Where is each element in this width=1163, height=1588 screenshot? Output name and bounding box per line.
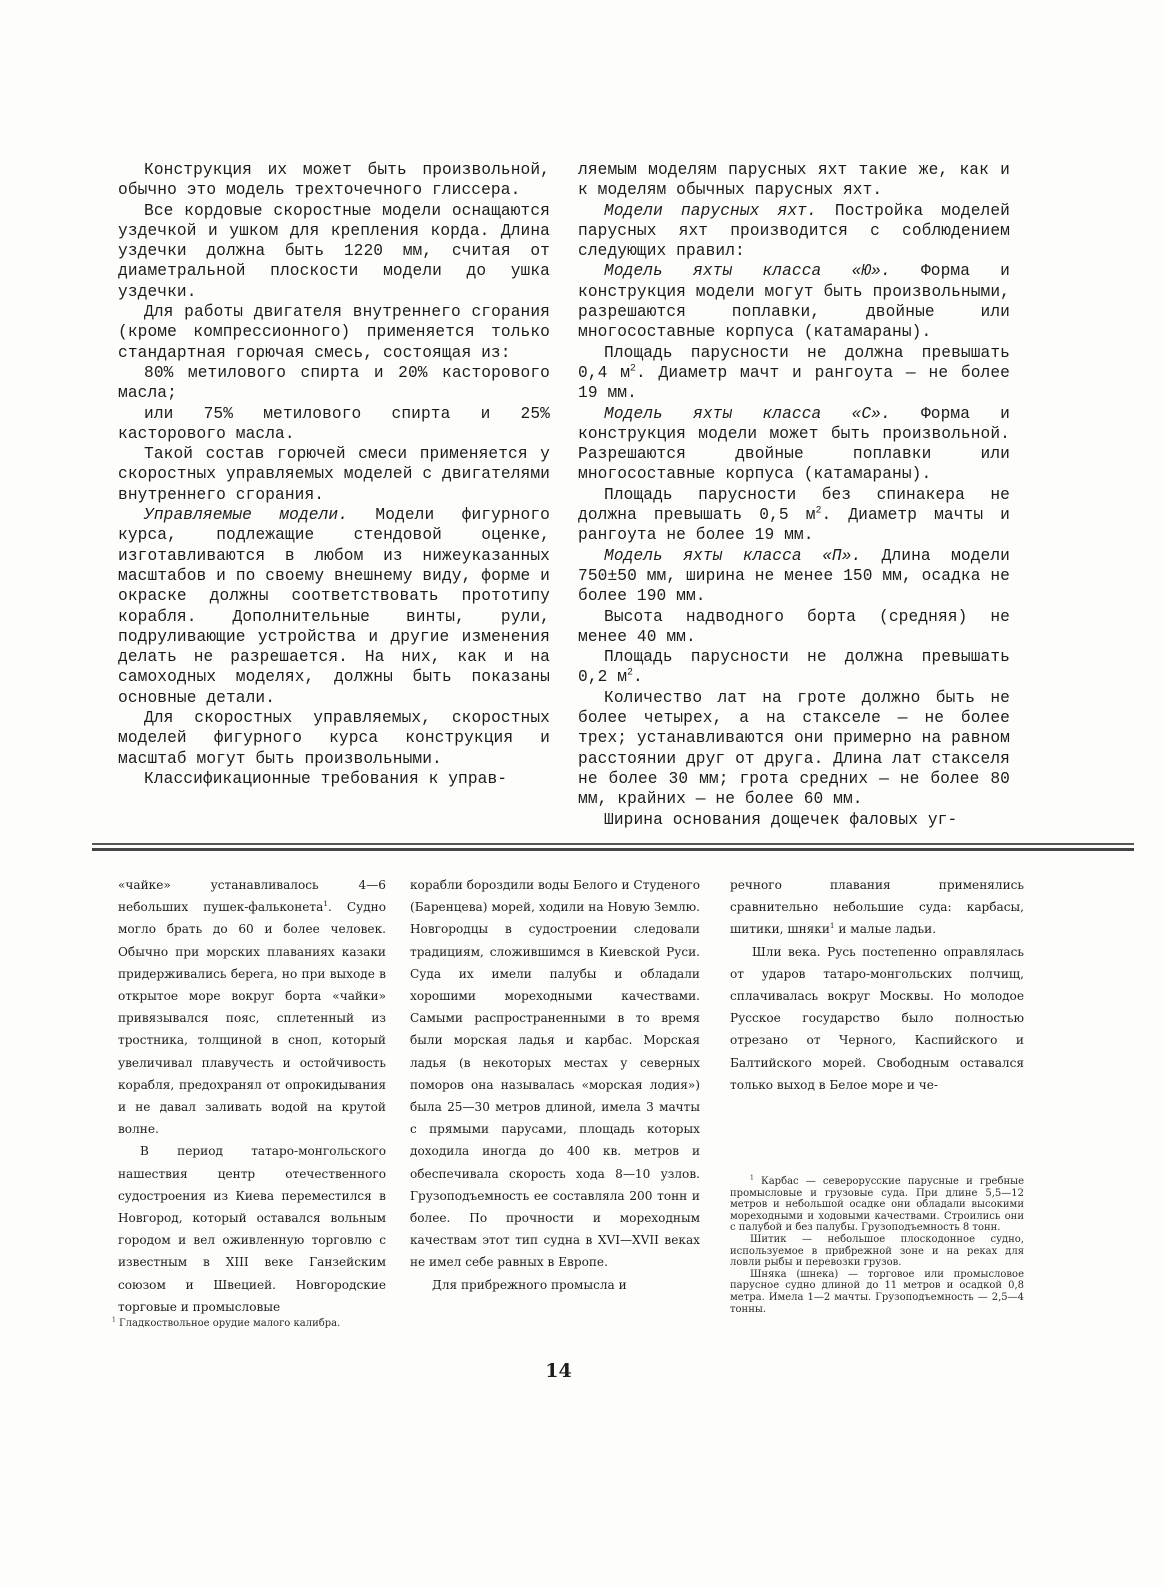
footnote (92, 1318, 388, 1330)
paragraph: 80% метилового спирта и 20% касторового масла; (118, 363, 550, 403)
paragraph-text: . Диаметр мачт и рангоута — не более 19 мм. (578, 363, 1010, 403)
paragraph: Количество лат на гроте должно быть не более четырех, а на стакселе — не более трех; устанавливаются они примерно на равном расстоянии друг от друга. Длина лат стакселя не более 30 мм; грота средних — не более 80 мм, крайних — не более 60 мм. (578, 688, 1010, 809)
paragraph (118, 874, 386, 1140)
paragraph-text: и малые ладьи. (834, 922, 937, 937)
upper-left-column (118, 160, 550, 789)
section-heading: Модель яхты класса «С». (604, 404, 891, 423)
paragraph-text: Форма и конструкция модели могут быть произвольными, разрешаются поплавки, двойные или многосоставные корпуса (катамараны). (578, 262, 1010, 342)
superscript: 2 (815, 504, 822, 516)
paragraph: Классификационные требования к управ- (144, 769, 508, 788)
paragraph: Высота надводного борта (средняя) не менее 40 мм. (578, 607, 1010, 646)
upper-right-column (578, 160, 1010, 830)
paragraph-text: Модели фигурного курса, подлежащие стендовой оценке, изготавливаются в любом из нижеуказанных масштабов и по своему внешнему виду, форме и окраске должны соответствовать прототипу корабля. Дополнительные винты, рули, подруливающие устройства и другие изменения делать не разрешается. На них, как и на самоходных моделях, должны быть показаны основные детали. (118, 506, 550, 707)
section-heading: Модели парусных яхт. (604, 201, 817, 220)
paragraph-text: Карбас — северорусские парусные и гребные промысловые и грузовые суда. При длине 5,5—12 метров и небольшой осадке они обладали высокими мореходными и ходовыми качествами. Строились они с палубой и без палубы. Грузоподъемность 8 тонн. (730, 1176, 1024, 1234)
paragraph-text: Длина модели 750±50 мм, ширина не менее 150 мм, осадка не более 190 мм. (578, 546, 1010, 606)
footnote-text: Шитик — небольшое плоскодонное судно, используемое в прибрежной зоне и на реках для ловли рыбы и перевозки грузов. (730, 1233, 1024, 1269)
paragraph: корабли бороздили воды Белого и Студеного (Баренцева) морей, ходили на Новую Землю. Новгородцы в судостроении следовали традициям, сложившимся в Киевской Руси. Суда их имели палубы и обладали хорошими мореходными качествами. Самыми распространенными в то время были морская ладья и карбас. Морская ладья (в некоторых местах у северных поморов она называлась «морская лодия») была 25—30 метров длиной, имела 3 мачты с прямыми парусами, площадь которых доходила иногда до 400 кв. метров и обеспечивала скорость хода 8—10 узлов. Грузоподъемность ее составляла 200 тонн и более. По прочности и мореходным качествам этот тип судна в XVI—XVII веках не имел себе равных в Европе. (410, 878, 700, 1270)
paragraph-text: Постройка моделей парусных яхт производится с соблюдением следующих правил: (578, 201, 1010, 261)
paragraph (730, 874, 1024, 941)
paragraph-text: . (633, 668, 643, 687)
section-heading: Модель яхты класса «П». (604, 546, 862, 565)
paragraph-text: Площадь парусности без спинакера не должна превышать 0,5 м (578, 485, 1010, 525)
paragraph-text: Площадь парусности не должна превышать 0,4 м (578, 343, 1010, 382)
lower-column-3 (730, 874, 1024, 1096)
paragraph: Для скоростных управляемых, скоростных моделей фигурного курса конструкция и масштаб могут быть произвольными. (118, 709, 550, 768)
paragraph (578, 404, 1010, 485)
paragraph (578, 485, 1010, 546)
paragraph: Все кордовые скоростные модели оснащаются уздечкой и ушком для крепления корда. Длина уздечки должна быть 1220 мм, считая от диаметральной плоскости модели до ушка уздечки. (118, 201, 550, 301)
paragraph: Ширина основания дощечек фаловых уг- (604, 810, 958, 829)
paragraph-text: Форма и конструкция модели может быть произвольной. Разрешаются двойные поплавки или многосоставные корпуса (катамараны). (578, 404, 1010, 484)
paragraph (578, 261, 1010, 342)
paragraph: Для прибрежного промысла и (432, 1277, 627, 1292)
page-number: 14 (545, 1360, 572, 1382)
paragraph (578, 343, 1010, 404)
footnote-marker: 1 (112, 1316, 116, 1324)
paragraph: ляемым моделям парусных яхт такие же, как и к моделям обычных парусных яхт. (578, 161, 1010, 200)
divider-line (92, 843, 1134, 845)
paragraph (578, 647, 1010, 688)
footnote-marker: 1 (323, 899, 328, 909)
paragraph: Для работы двигателя внутреннего сгорания (кроме компрессионного) применяется только стандартная горючая смесь, состоящая из: (118, 303, 550, 362)
paragraph-text: . Судно могло брать до 60 и более человек. Обычно при морских плаваниях казаки придерживались берега, но при выходе в открытое море вокруг борта «чайки» привязывался пояс, сплетенный из тростника, толщиной в сноп, который увеличивал плавучесть и остойчивость корабля, предохранял от опрокидывания и не давал заливать водой на крутой волне. (118, 900, 386, 1137)
section-heading: Модель яхты класса «Ю». (604, 262, 891, 281)
paragraph-text: речного плавания применялись сравнительно небольшие суда: карбасы, шитики, шняки (730, 878, 1024, 937)
paragraph: Конструкция их может быть произвольной, обычно это модель трехточечного глиссера. (118, 161, 550, 200)
paragraph: Шли века. Русь постепенно оправлялась от ударов татаро-монгольских полчищ, сплачивалась вокруг Москвы. Но молодое Русское государство было полностью отрезано от Черного, Каспийского и Балтийского морей. Свободным оставался только выход в Белое море и че- (730, 944, 1024, 1092)
section-heading: Управляемые модели. (144, 506, 349, 525)
paragraph (578, 201, 1010, 262)
paragraph-text: Гладкоствольное орудие малого калибра. (115, 1318, 341, 1329)
footnote-marker: 1 (750, 1174, 754, 1182)
paragraph: Такой состав горючей смеси применяется у скоростных управляемых моделей с двигателями внутреннего сгорания. (118, 445, 550, 504)
paragraph (118, 505, 550, 708)
footnote (730, 1176, 1024, 1315)
divider-line (92, 848, 1134, 851)
footnote-text (92, 1318, 388, 1330)
superscript: 2 (627, 667, 634, 679)
paragraph-text: . Диаметр мачты и рангоута не более 19 мм. (578, 506, 1010, 545)
footnote-text: Шняка (шнека) — торговое или промысловое парусное судно длиной до 11 метров и осадкой 0,8 метра. Имела 1—2 мачты. Грузоподъемность — 2,5—4 тонны. (730, 1268, 1024, 1315)
footnote-text (730, 1176, 1024, 1234)
paragraph: или 75% метилового спирта и 25% касторового масла. (118, 404, 550, 443)
lower-column-1 (118, 874, 386, 1318)
paragraph-text: «чайке» устанавливалось 4—6 небольших пушек-фальконета (118, 878, 386, 915)
paragraph: В период татаро-монгольского нашествия центр отечественного судостроения из Киева переместился в Новгород, который оставался вольным городом и вел оживленную торговлю с известным в XIII веке Ганзейским союзом и Швецией. Новгородские торговые и промысловые (118, 1144, 386, 1314)
superscript: 2 (630, 362, 636, 374)
footnote-marker: 1 (829, 921, 835, 931)
lower-column-2 (410, 874, 700, 1296)
paragraph-text: Площадь парусности не должна превышать 0,2 м (578, 648, 1010, 687)
paragraph (578, 546, 1010, 607)
